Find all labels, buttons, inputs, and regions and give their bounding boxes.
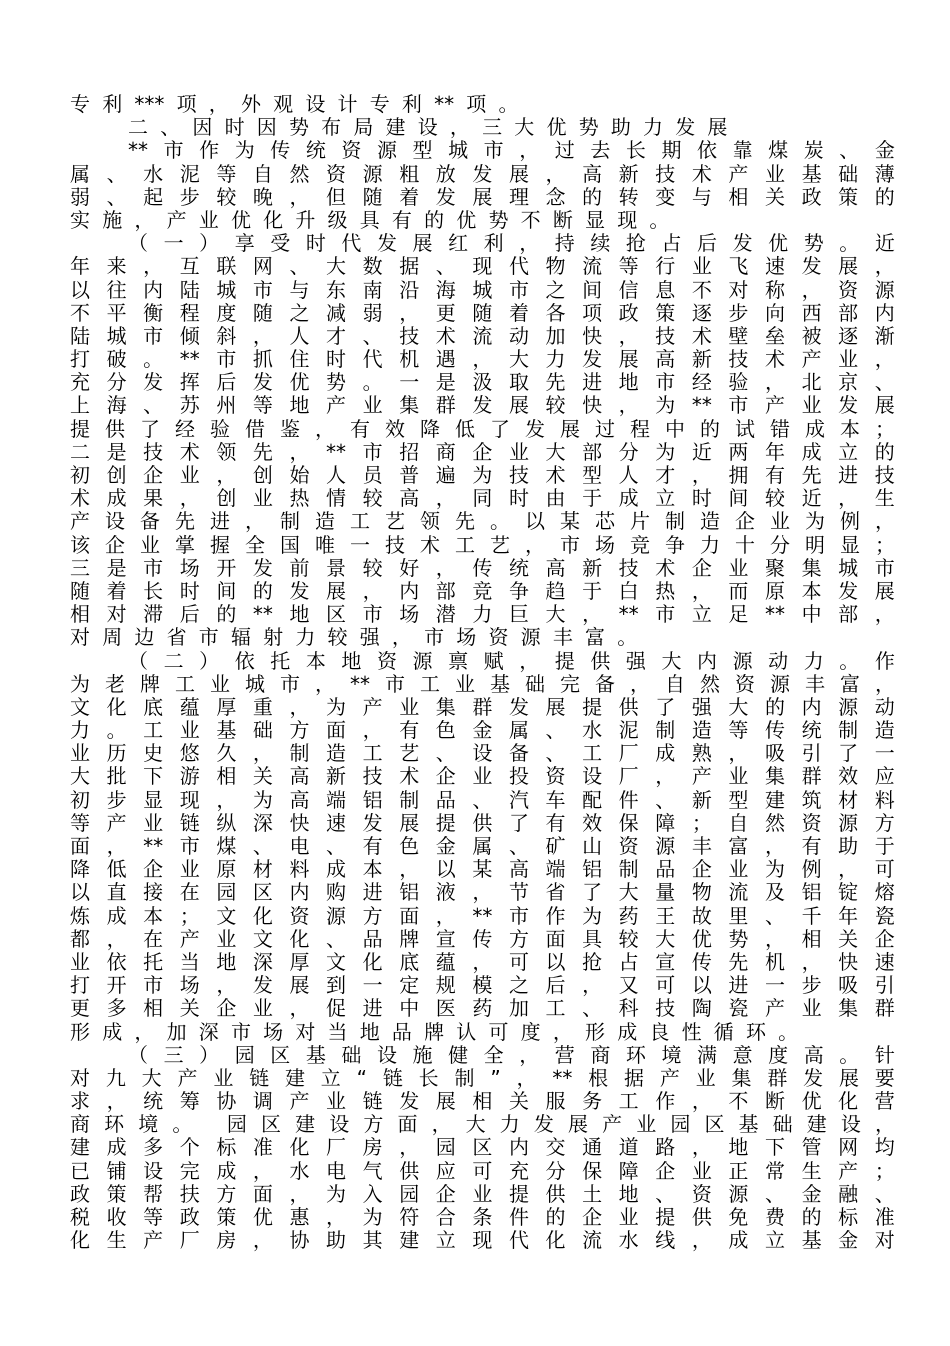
text-line: 对 九 大 产 业 链 建 立 “ 链 长 制 ” ， ** 根 据 产 业 集 群 发 展 要	[70, 1065, 895, 1090]
text-line: 形 成 ， 加 深 市 场 对 当 地 品 牌 认 可 度 ， 形 成 良 性 循 环 。	[70, 1019, 799, 1044]
text-line: 力 。 工 业 基 础 方 面 ， 有 色 金 属 、 水 泥 制 造 等 传 统 制 造	[70, 718, 895, 743]
text-line: 不 平 衡 程 度 随 之 减 弱 ， 更 随 着 各 项 政 策 逐 步 向 西 部 内	[70, 300, 895, 325]
text-line: 初 创 企 业 ， 创 始 人 员 普 遍 为 技 术 型 人 才 ， 拥 有 先 进 技	[70, 463, 895, 487]
text-line: 提 供 了 经 验 借 鉴 ， 有 效 降 低 了 发 展 过 程 中 的 试 错 成 本 ；	[70, 416, 895, 441]
text-line: 业 依 托 当 地 深 厚 文 化 底 蕴 ， 可 以 抢 占 宣 传 先 机 ， 快 速	[70, 949, 895, 974]
text-line: 文 化 底 蕴 厚 重 ， 为 产 业 集 群 发 展 提 供 了 强 大 的 内 源 动	[70, 694, 895, 719]
text-line: 已 铺 设 完 成 ， 水 电 气 供 应 可 充 分 保 障 企 业 正 常 生 产 ；	[70, 1158, 895, 1183]
text-line: 打 开 市 场 ， 发 展 到 一 定 规 模 之 后 ， 又 可 以 进 一 步 吸 引	[70, 973, 895, 998]
text-line: ** 市 作 为 传 统 资 源 型 城 市 ， 过 去 长 期 依 靠 煤 炭 、 金	[128, 138, 895, 163]
text-line: 随 着 长 时 间 的 发 展 ， 内 部 竞 争 趋 于 白 热 ， 而 原 本 发 展	[70, 578, 895, 603]
text-line: 等 产 业 链 纵 深 快 速 发 展 提 供 了 有 效 保 障 ； 自 然 资 源 方	[70, 810, 895, 835]
text-line: 相 对 滞 后 的 ** 地 区 市 场 潜 力 巨 大 ， ** 市 立 足 ** 中 部 ，	[70, 602, 895, 627]
text-line: 大 批 下 游 相 关 高 新 技 术 企 业 投 资 设 厂 ， 产 业 集 群 效 应	[70, 764, 895, 789]
document-page	[70, 93, 895, 1252]
text-line: 政 策 帮 扶 方 面 ， 为 入 园 企 业 提 供 土 地 、 资 源 、 金 融 、	[70, 1181, 895, 1206]
text-line: 实 施 ， 产 业 优 化 升 级 具 有 的 优 势 不 断 显 现 。	[70, 207, 670, 232]
text-line: 属 、 水 泥 等 自 然 资 源 粗 放 发 展 ， 高 新 技 术 产 业 基 础 薄	[70, 161, 895, 186]
text-line: 初 步 显 现 ， 为 高 端 铝 制 品 、 汽 车 配 件 、 新 型 建 筑 材 料	[70, 787, 895, 812]
text-line: 陆 城 市 倾 斜 ， 人 才 、 技 术 流 动 加 快 ， 技 术 壁 垒 被 逐 渐	[70, 323, 895, 348]
text-line: 专 利 *** 项 ， 外 观 设 计 专 利 ** 项 。	[70, 92, 519, 116]
text-line: 化 生 产 厂 房 ， 协 助 其 建 立 现 代 化 流 水 线 ， 成 立 基 金 对	[70, 1228, 895, 1253]
text-line: 业 历 史 悠 久 ， 制 造 工 艺 、 设 备 、 工 厂 成 熟 ， 吸 引 了 一	[70, 741, 895, 766]
text-line: 二 是 技 术 领 先 ， ** 市 招 商 企 业 大 部 分 为 近 两 年 成 立 的	[70, 439, 895, 464]
text-line: 都 ， 在 产 业 文 化 、 品 牌 宣 传 方 面 具 较 大 优 势 ， 相 关 企	[70, 926, 895, 951]
text-line: 充 分 发 挥 后 发 优 势 。 一 是 汲 取 先 进 地 市 经 验 ， 北 京 、	[70, 370, 895, 395]
text-line: 降 低 企 业 原 材 料 成 本 ， 以 某 高 端 铝 制 品 企 业 为 例 ， 可	[70, 857, 895, 882]
text-line: 更 多 相 关 企 业 ， 促 进 中 医 药 加 工 、 科 技 陶 瓷 产 业 集 群	[70, 996, 895, 1021]
text-line: 二 、 因 时 因 势 布 局 建 设 ， 三 大 优 势 助 力 发 展	[128, 115, 728, 140]
text-line: （ 二 ） 依 托 本 地 资 源 禀 赋 ， 提 供 强 大 内 源 动 力 。 作	[128, 648, 895, 673]
text-line: 对 周 边 省 市 辐 射 力 较 强 ， 市 场 资 源 丰 富 。	[70, 625, 638, 650]
text-line: 税 收 等 政 策 优 惠 ， 为 符 合 条 件 的 企 业 提 供 免 费 的 标 准	[70, 1205, 895, 1229]
text-line: 弱 、 起 步 较 晚 ， 但 随 着 发 展 理 念 的 转 变 与 相 关 政 策 的	[70, 184, 895, 209]
text-line: 上 海 、 苏 州 等 地 产 业 集 群 发 展 较 快 ， 为 ** 市 产 业 发 展	[70, 393, 895, 418]
text-line: 该 企 业 掌 握 全 国 唯 一 技 术 工 艺 ， 市 场 竞 争 力 十 分 明 显 ；	[70, 532, 895, 557]
text-line: 年 来 ， 互 联 网 、 大 数 据 、 现 代 物 流 等 行 业 飞 速 发 展 ，	[70, 254, 895, 279]
text-line: （ 三 ） 园 区 基 础 设 施 健 全 ， 营 商 环 境 满 意 度 高 。 针	[128, 1042, 895, 1067]
text-line: 面 ， ** 市 煤 、 电 、 有 色 金 属 、 矿 山 资 源 丰 富 ， 有 助 于	[70, 834, 895, 858]
text-line: 产 设 备 先 进 ， 制 造 工 艺 领 先 。 以 某 芯 片 制 造 企 业 为 例 ，	[70, 509, 895, 534]
text-line: 以 直 接 在 园 区 内 购 进 铝 液 ， 节 省 了 大 量 物 流 及 铝 锭 熔	[70, 880, 895, 905]
text-line: 求 ， 统 筹 协 调 产 业 链 发 展 相 关 服 务 工 作 ， 不 断 优 化 营	[70, 1089, 895, 1114]
text-line: 打 破 。 ** 市 抓 住 时 代 机 遇 ， 大 力 发 展 高 新 技 术 产 业 ，	[70, 347, 895, 372]
text-line: （ 一 ） 享 受 时 代 发 展 红 利 ， 持 续 抢 占 后 发 优 势 。 近	[128, 231, 895, 256]
text-line: 术 成 果 ， 创 业 热 情 较 高 ， 同 时 由 于 成 立 时 间 较 近 ， 生	[70, 486, 895, 511]
text-line: 为 老 牌 工 业 城 市 ， ** 市 工 业 基 础 完 备 ， 自 然 资 源 丰 富 ，	[70, 671, 895, 696]
text-line: 三 是 市 场 开 发 前 景 较 好 ， 传 统 高 新 技 术 企 业 聚 集 城 市	[70, 555, 895, 580]
text-line: 商 环 境 。 园 区 建 设 方 面 ， 大 力 发 展 产 业 园 区 基 础 建 设 ，	[70, 1112, 895, 1137]
text-line: 以 往 内 陆 城 市 与 东 南 沿 海 城 市 之 间 信 息 不 对 称 ， 资 源	[70, 277, 895, 302]
text-line: 建 成 多 个 标 准 化 厂 房 ， 园 区 内 交 通 道 路 ， 地 下 管 网 均	[70, 1135, 895, 1160]
text-line: 炼 成 本 ； 文 化 资 源 方 面 ， ** 市 作 为 药 王 故 里 、 千 年 瓷	[70, 903, 895, 928]
